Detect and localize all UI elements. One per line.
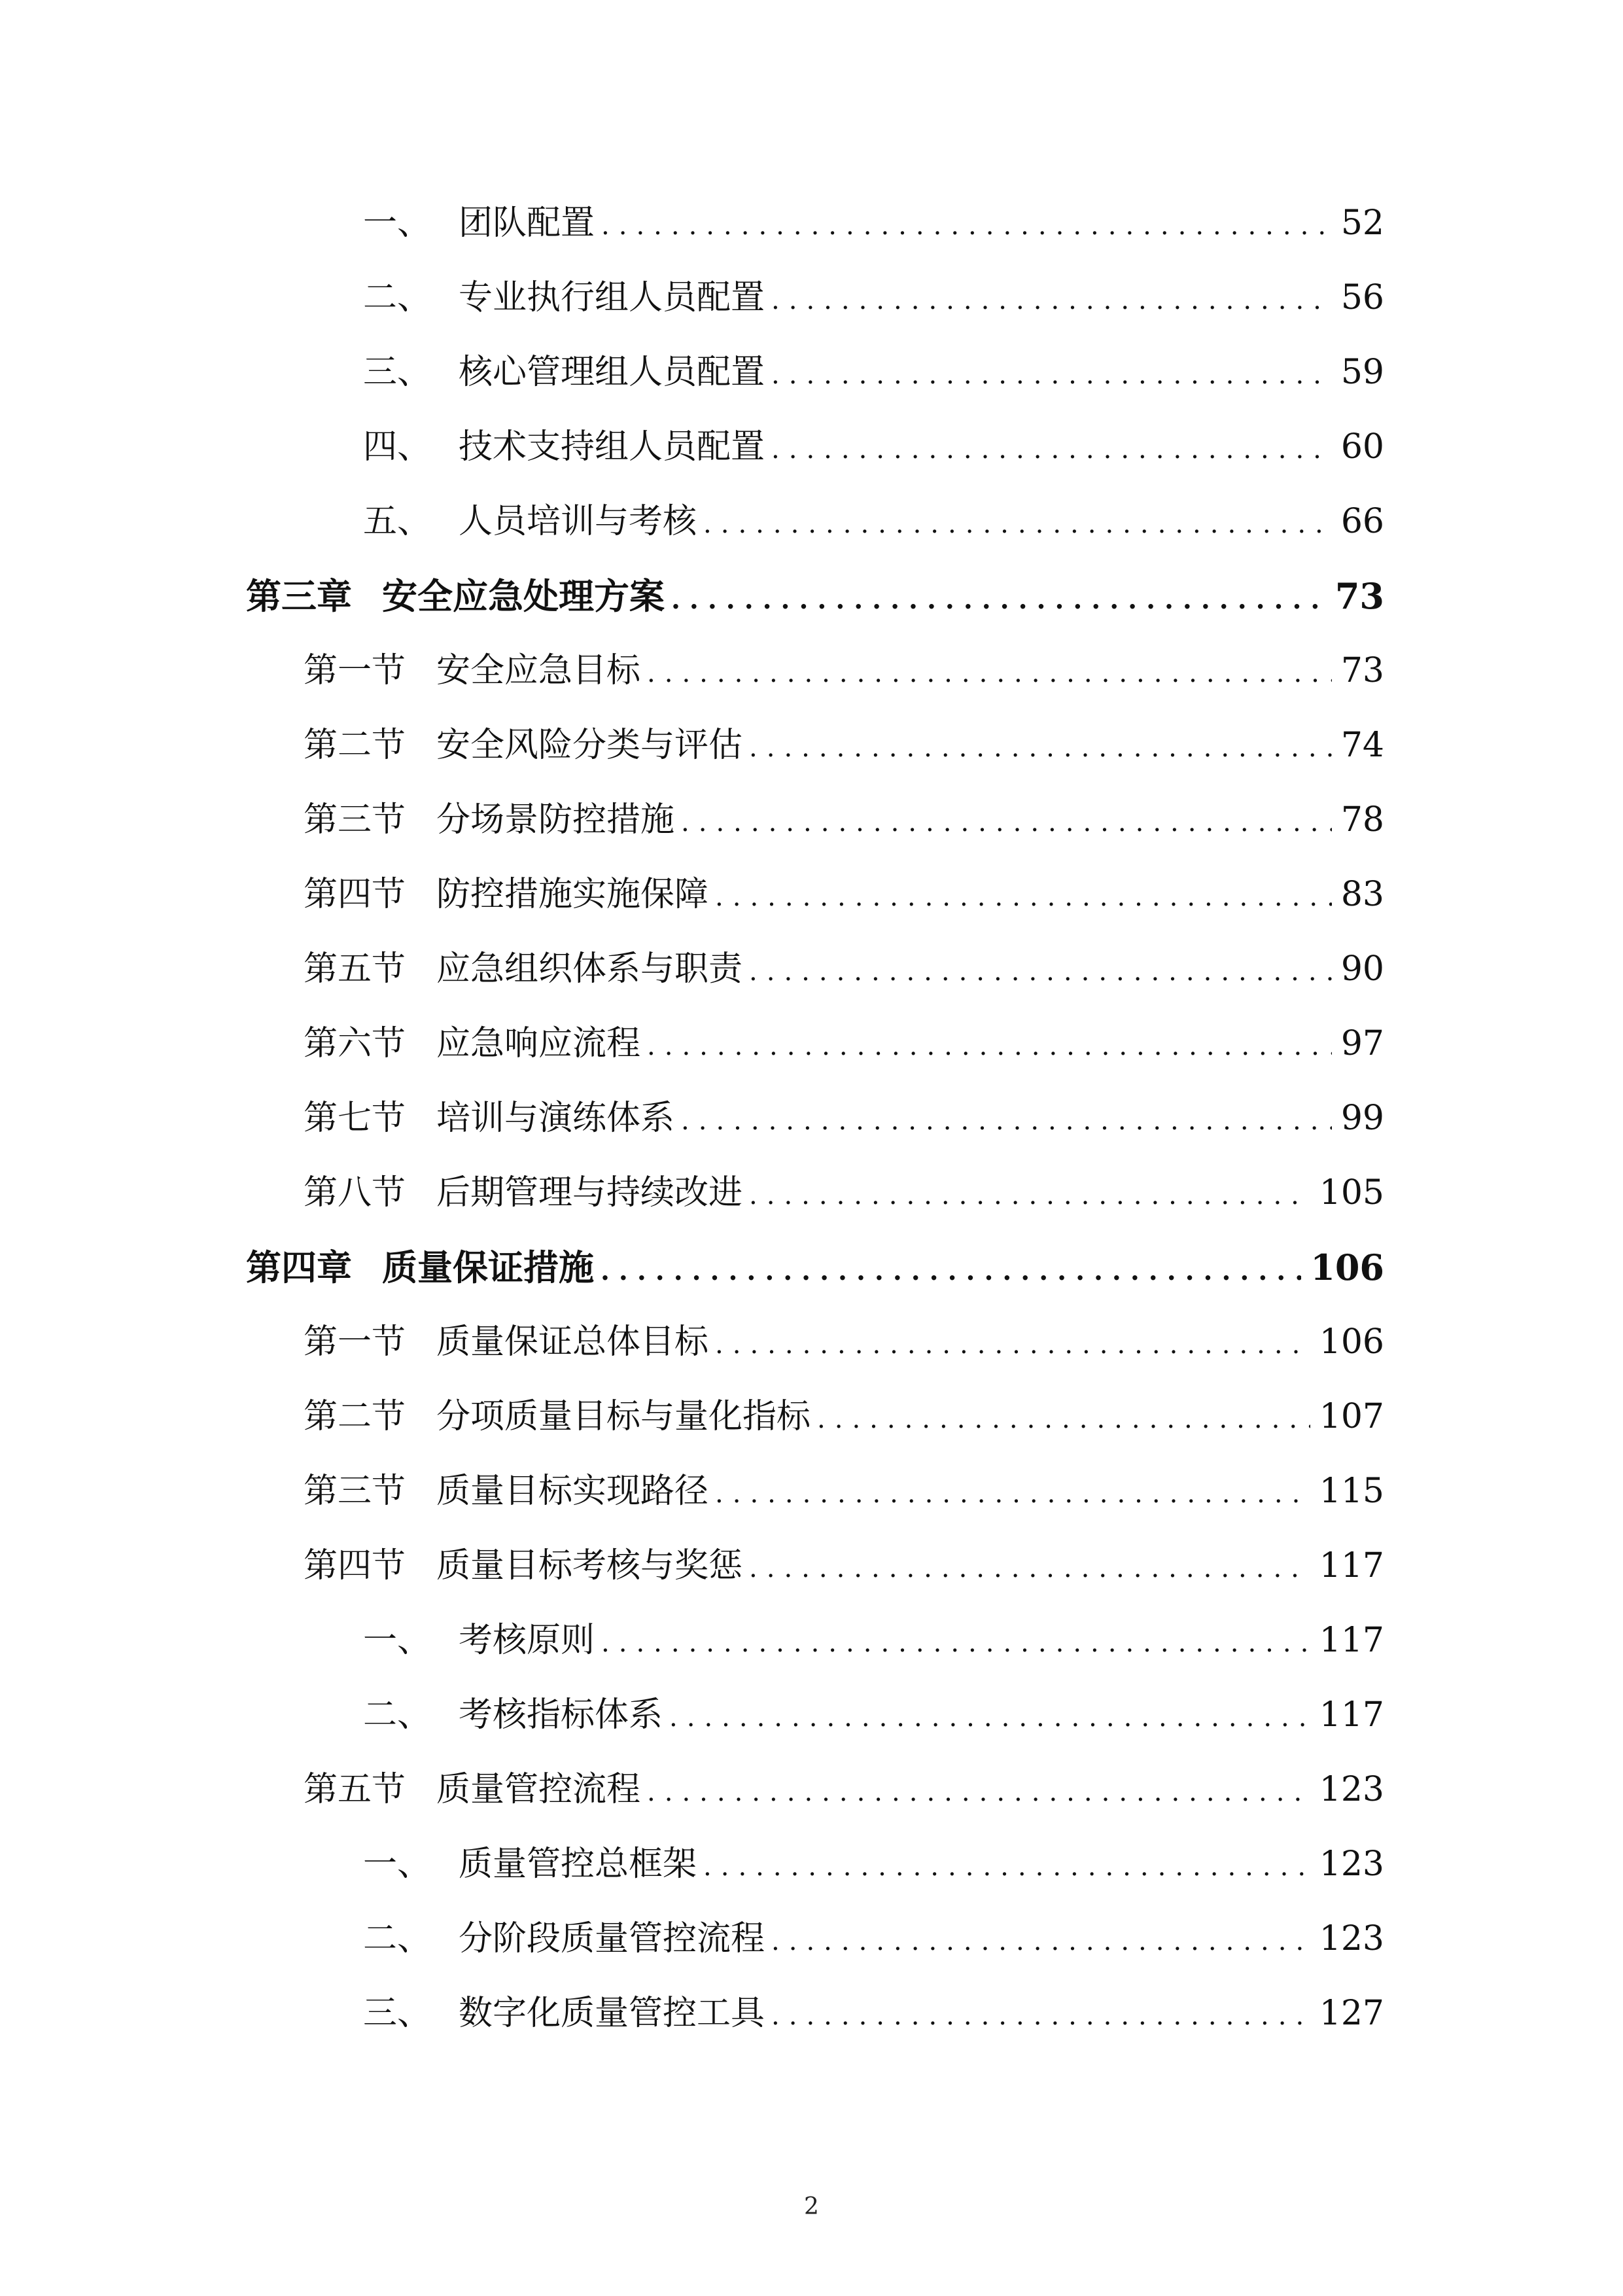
toc-entry-title: 后期管理与持续改进: [436, 1173, 743, 1212]
toc-entry-number: 三、: [363, 1994, 432, 2033]
dot-leader: [647, 647, 1332, 699]
toc-section-entry[interactable]: [304, 645, 1384, 697]
toc-section-entry[interactable]: [304, 1465, 1384, 1517]
toc-entry-number: 四、: [363, 427, 432, 467]
toc-entry-number: 第四章: [246, 1246, 352, 1288]
toc-entry[interactable]: [363, 1838, 1384, 1890]
toc-entry-page: 59: [1340, 353, 1384, 392]
toc-entry-title: 质量保证措施: [382, 1246, 594, 1288]
dot-leader: [601, 1617, 1310, 1669]
toc-chapter-entry[interactable]: [246, 570, 1384, 622]
dot-leader: [771, 423, 1332, 476]
dot-leader: [647, 1020, 1332, 1072]
toc-entry[interactable]: [363, 1987, 1384, 2040]
toc-entry-number: 第八节: [304, 1173, 406, 1212]
dot-leader: [669, 1691, 1310, 1744]
toc-entry-page: 90: [1340, 949, 1384, 989]
toc-entry-title: 质量保证总体目标: [436, 1322, 709, 1362]
toc-entry-title: 分阶段质量管控流程: [459, 1919, 765, 1958]
toc-entry-number: 第五节: [304, 1770, 406, 1809]
dot-leader: [749, 1169, 1310, 1222]
toc-entry-title: 分场景防控措施: [436, 800, 675, 839]
toc-entry-number: 第六节: [304, 1024, 406, 1063]
toc-entry-number: 第七节: [304, 1099, 406, 1138]
toc-entry-page: 115: [1319, 1472, 1384, 1511]
dot-leader: [771, 274, 1332, 327]
toc-section-entry[interactable]: [304, 1540, 1384, 1592]
toc-entry-page: 73: [1340, 651, 1384, 690]
dot-leader: [703, 498, 1332, 550]
dot-leader: [771, 1990, 1310, 2042]
toc-entry-page: 52: [1340, 203, 1384, 243]
toc-entry-number: 一、: [363, 1621, 432, 1660]
dot-leader: [817, 1393, 1310, 1445]
toc-entry-number: 五、: [363, 502, 432, 541]
toc-entry[interactable]: [363, 272, 1384, 324]
toc-entry-title: 安全风险分类与评估: [436, 726, 743, 765]
toc-entry-title: 质量管控总框架: [459, 1845, 697, 1884]
toc-entry-number: 二、: [363, 1695, 432, 1735]
toc-entry-title: 质量目标实现路径: [436, 1472, 709, 1511]
toc-entry-number: 一、: [363, 203, 432, 243]
dot-leader: [715, 1318, 1310, 1371]
dot-leader: [771, 1915, 1310, 1968]
dot-leader: [601, 1245, 1301, 1298]
toc-section-entry[interactable]: [304, 1763, 1384, 1816]
toc-entry-number: 第五节: [304, 949, 406, 989]
toc-entry-number: 第四节: [304, 1546, 406, 1585]
toc-entry[interactable]: [363, 1689, 1384, 1741]
toc-entry-number: 二、: [363, 1919, 432, 1958]
toc-entry-title: 考核原则: [459, 1621, 595, 1660]
toc-section-entry[interactable]: [304, 1017, 1384, 1070]
toc-entry[interactable]: [363, 1913, 1384, 1965]
toc-entry-title: 考核指标体系: [459, 1695, 663, 1735]
dot-leader: [771, 349, 1332, 401]
toc-entry-number: 第二节: [304, 1397, 406, 1436]
dot-leader: [681, 1095, 1332, 1147]
toc-entry-title: 技术支持组人员配置: [459, 427, 765, 467]
dot-leader: [647, 1766, 1310, 1818]
toc-entry-page: 78: [1340, 800, 1384, 839]
toc-chapter-entry[interactable]: [246, 1241, 1384, 1294]
toc-entry-title: 安全应急目标: [436, 651, 641, 690]
toc-entry-page: 117: [1319, 1695, 1384, 1735]
toc-section-entry[interactable]: [304, 794, 1384, 846]
toc-entry-page: 117: [1319, 1621, 1384, 1660]
toc-entry-page: 73: [1335, 575, 1384, 617]
toc-entry-title: 团队配置: [459, 203, 595, 243]
toc-entry-number: 第三节: [304, 800, 406, 839]
toc-entry-number: 第一节: [304, 651, 406, 690]
toc-entry-title: 防控措施实施保障: [436, 875, 709, 914]
toc-entry[interactable]: [363, 346, 1384, 398]
toc-entry-number: 第三章: [246, 575, 352, 617]
toc-entry-title: 应急响应流程: [436, 1024, 641, 1063]
toc-entry[interactable]: [363, 495, 1384, 548]
toc-entry-page: 105: [1319, 1173, 1384, 1212]
toc-entry[interactable]: [363, 1614, 1384, 1667]
toc-entry-title: 数字化质量管控工具: [459, 1994, 765, 2033]
toc-entry-number: 第二节: [304, 726, 406, 765]
dot-leader: [749, 1542, 1310, 1595]
toc-entry-number: 第四节: [304, 875, 406, 914]
toc-entry-page: 107: [1319, 1397, 1384, 1436]
toc-entry[interactable]: [363, 421, 1384, 473]
toc-entry-page: 123: [1319, 1919, 1384, 1958]
toc-entry-number: 第一节: [304, 1322, 406, 1362]
toc-section-entry[interactable]: [304, 719, 1384, 771]
toc-entry-title: 质量目标考核与奖惩: [436, 1546, 743, 1585]
toc-entry[interactable]: [363, 197, 1384, 249]
toc-entry-number: 一、: [363, 1845, 432, 1884]
toc-section-entry[interactable]: [304, 1092, 1384, 1144]
toc-entry-page: 123: [1319, 1770, 1384, 1809]
dot-leader: [715, 1468, 1310, 1520]
dot-leader: [703, 1841, 1310, 1893]
toc-entry-page: 97: [1340, 1024, 1384, 1063]
toc-entry-page: 74: [1340, 726, 1384, 765]
toc-entry-number: 三、: [363, 353, 432, 392]
toc-entry-title: 人员培训与考核: [459, 502, 697, 541]
toc-entry-number: 二、: [363, 278, 432, 317]
toc-section-entry[interactable]: [304, 1167, 1384, 1219]
toc-entry-title: 核心管理组人员配置: [459, 353, 765, 392]
toc-entry-page: 56: [1340, 278, 1384, 317]
dot-leader: [715, 871, 1332, 923]
toc-entry-page: 60: [1340, 427, 1384, 467]
toc-entry-page: 83: [1340, 875, 1384, 914]
toc-section-entry[interactable]: [304, 1316, 1384, 1368]
toc-section-entry[interactable]: [304, 943, 1384, 995]
toc-entry-title: 安全应急处理方案: [382, 575, 665, 617]
page-number: 2: [804, 2193, 819, 2220]
toc-entry-page: 106: [1319, 1322, 1384, 1362]
toc-entry-number: 第三节: [304, 1472, 406, 1511]
toc-entry-page: 123: [1319, 1845, 1384, 1884]
toc-section-entry[interactable]: [304, 868, 1384, 921]
toc-entry-page: 127: [1319, 1994, 1384, 2033]
toc-entry-page: 106: [1310, 1246, 1384, 1288]
toc-entry-page: 99: [1340, 1099, 1384, 1138]
dot-leader: [681, 796, 1332, 849]
toc-entry-title: 专业执行组人员配置: [459, 278, 765, 317]
dot-leader: [749, 722, 1332, 774]
toc-entry-title: 质量管控流程: [436, 1770, 641, 1809]
toc-entry-title: 分项质量目标与量化指标: [436, 1397, 811, 1436]
toc-entry-page: 66: [1340, 502, 1384, 541]
dot-leader: [749, 945, 1332, 998]
toc-entry-title: 应急组织体系与职责: [436, 949, 743, 989]
toc-entry-title: 培训与演练体系: [436, 1099, 675, 1138]
dot-leader: [671, 574, 1326, 626]
toc-section-entry[interactable]: [304, 1390, 1384, 1443]
toc-entry-page: 117: [1319, 1546, 1384, 1585]
dot-leader: [601, 200, 1332, 252]
